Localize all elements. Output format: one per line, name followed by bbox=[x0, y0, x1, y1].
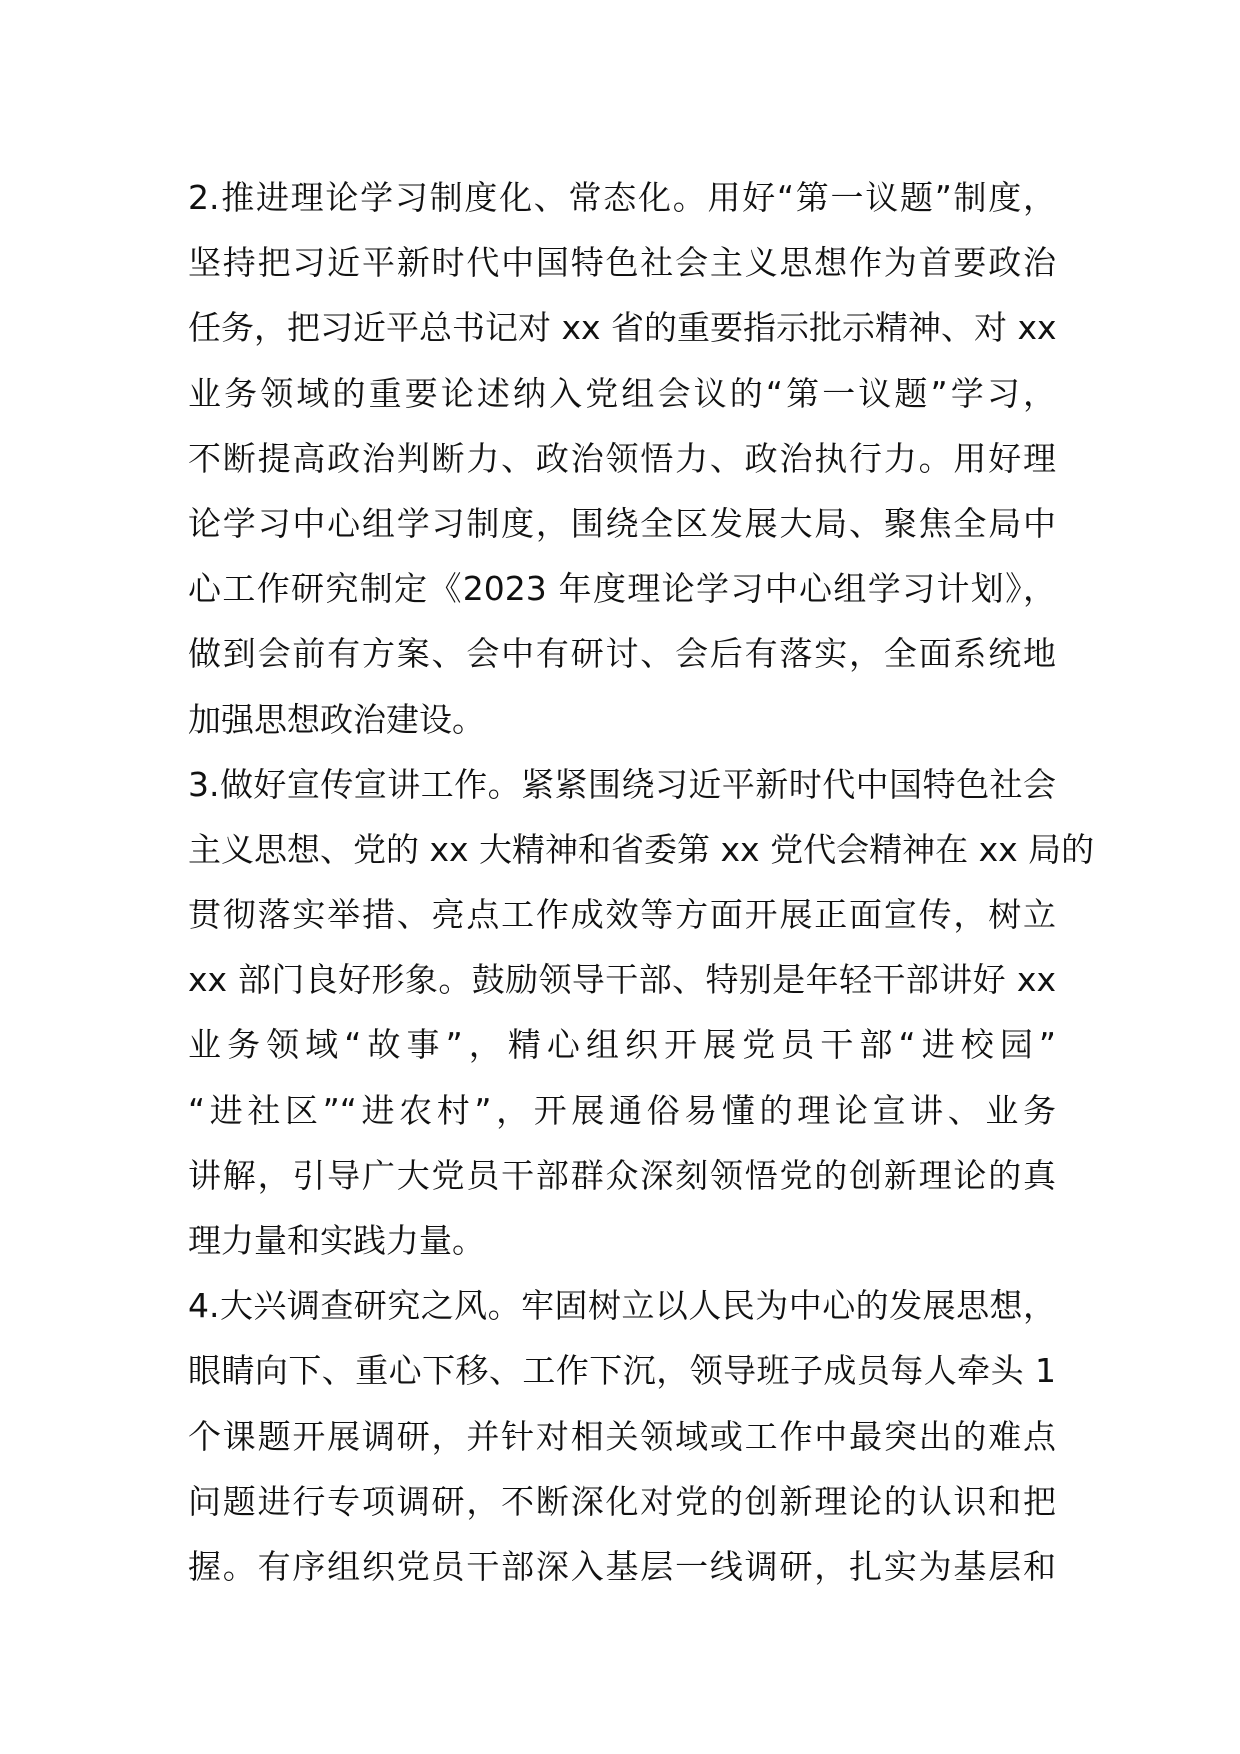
text-line: 做到会前有方案、会中有研讨、会后有落实，全面系统地 bbox=[188, 634, 1056, 674]
text-line: 握。有序组织党员干部深入基层一线调研，扎实为基层和 bbox=[188, 1546, 1056, 1586]
text-line: xx 部门良好形象。鼓励领导干部、特别是年轻干部讲好 xx bbox=[188, 960, 1056, 1000]
text-line: 理力量和实践力量。 bbox=[188, 1221, 485, 1260]
document-body bbox=[188, 165, 1095, 1599]
text-line: 业务领域“故事”，精心组织开展党员干部“进校园” bbox=[188, 1025, 1056, 1065]
text-line: 主义思想、党的 xx 大精神和省委第 xx 党代会精神在 xx 局的 bbox=[188, 829, 1095, 869]
text-line: 业务领域的重要论述纳入党组会议的“第一议题”学习， bbox=[188, 373, 1056, 413]
text-line: 讲解，引导广大党员干部群众深刻领悟党的创新理论的真 bbox=[188, 1155, 1056, 1195]
text-line: 加强思想政治建设。 bbox=[188, 699, 485, 739]
text-line: 任务，把习近平总书记对 xx 省的重要指示批示精神、对 xx bbox=[188, 308, 1057, 348]
text-line: 2.推进理论学习制度化、常态化。用好“第一议题”制度， bbox=[188, 178, 1056, 217]
text-line: 4.大兴调查研究之风。牢固树立以人民为中心的发展思想， bbox=[188, 1286, 1056, 1326]
text-line: 论学习中心组学习制度，围绕全区发展大局、聚焦全局中 bbox=[188, 503, 1056, 543]
text-line: 问题进行专项调研，不断深化对党的创新理论的认识和把 bbox=[188, 1481, 1056, 1521]
text-line: 3.做好宣传宣讲工作。紧紧围绕习近平新时代中国特色社会 bbox=[188, 764, 1056, 804]
paragraph-3 bbox=[188, 752, 1095, 1274]
text-line: 心工作研究制定《2023 年度理论学习中心组学习计划》， bbox=[188, 569, 1056, 609]
text-line: 不断提高政治判断力、政治领悟力、政治执行力。用好理 bbox=[188, 438, 1056, 478]
text-line: 个课题开展调研，并针对相关领域或工作中最突出的难点 bbox=[188, 1416, 1056, 1456]
text-line: 贯彻落实举措、亮点工作成效等方面开展正面宣传，树立 bbox=[188, 895, 1056, 935]
text-line: “进社区”“进农村”，开展通俗易懂的理论宣讲、业务 bbox=[188, 1090, 1056, 1130]
text-line: 坚持把习近平新时代中国特色社会主义思想作为首要政治 bbox=[188, 243, 1056, 283]
paragraph-4 bbox=[188, 1273, 1056, 1599]
text-line: 眼睛向下、重心下移、工作下沉，领导班子成员每人牵头 1 bbox=[188, 1351, 1056, 1391]
paragraph-2 bbox=[188, 165, 1056, 752]
